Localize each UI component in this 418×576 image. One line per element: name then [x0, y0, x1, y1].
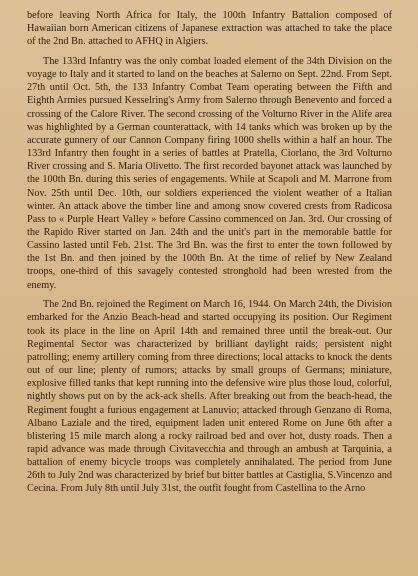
document-body: [27, 9, 392, 496]
paragraph-2: The 133rd Infantry was the only combat loaded element of the 34th Division on the voyage to Italy and it started to land on the beaches at Salerno on Sept. 22nd. From Sept. 27th until Oct. 5th, the 133 Infantry Combat Team operating between the Fifth and Eighth Armies pursued Kesselring's Army from Salerno through Benevento and forced a crossing of the Calore River. The second crossing of the Volturno River in the Alife area was highlighted by a German counterattack, with 14 tanks which was broken up by the accurate gunnery of our Cannon Company firing 1000 shells within a half an hour. The 133rd Infantry then fought in a series of battles at Pratella, Ciorlano, the 3rd Volturno River crossing and S. Maria Olivetto. The first recorded bayonet attack was launched by the 100th Bn. during this series of engagements. While at Scapoli and M. Marrone from Nov. 25th until Dec. 10th, our soldiers experienced the violent weather of a Italian winter. An attack above the timber line and among snow covered crests from Radicosa Pass to « Purple Heart Valley » before Cassino commenced on Jan. 3rd. Our crossing of the Rapido River started on Jan. 24th and the unit's part in the memorable battle for Cassino lasted until Feb. 21st. The 3rd Bn. was the first to enter the town followed by the 1st Bn. and then joined by the 100th Bn. At the time of relief by New Zealand troops, one-third of this savagely contested stronghold had been wrested from the enemy.: [27, 55, 392, 291]
paragraph-3: The 2nd Bn. rejoined the Regiment on March 16, 1944. On March 24th, the Division embarked for the Anzio Beach-head and started occupying its position. Our Regiment took its place in the line on April 14th and remained three until the break-out. Our Regimental Sector was characterized by brilliant daylight raids; persistent night patrolling; enemy artillery coming from three directions; local attacks to knock the dents out of our line; plenty of rumors; attacks by small groups of Germans; miniature, explosive filled tanks that kept running into the defensive wire plus those loud, colorful, nightly shows put on by the ack-ack shells. After breaking out from the beach-head, the Regiment fought a furious engagement at Lanuvio; attacked through Genzano di Roma, Albano Laziale and the tired, equipment laden unit entered Rome on June 6th after a blistering 15 mile march along a rocky railroad bed and over hot, dusty roads. Then a rapid advance was made through Civitavecchia and through an ambush at Tarquinia, a battalion of enemy bicycle troops was completely annihalated. The period from June 26th to July 2nd was characterized by brief but bitter battles at Castiglia, S.Vincenzo and Cecina. From July 8th until July 31st, the outfit fought from Castellina to the Arno: [27, 299, 392, 495]
paragraph-1: before leaving North Africa for Italy, the 100th Infantry Battalion composed of Hawaiian born American citizens of Japanese extraction was attached to take the place of the 2nd Bn. attached to AFHQ in Algiers.: [27, 10, 392, 48]
